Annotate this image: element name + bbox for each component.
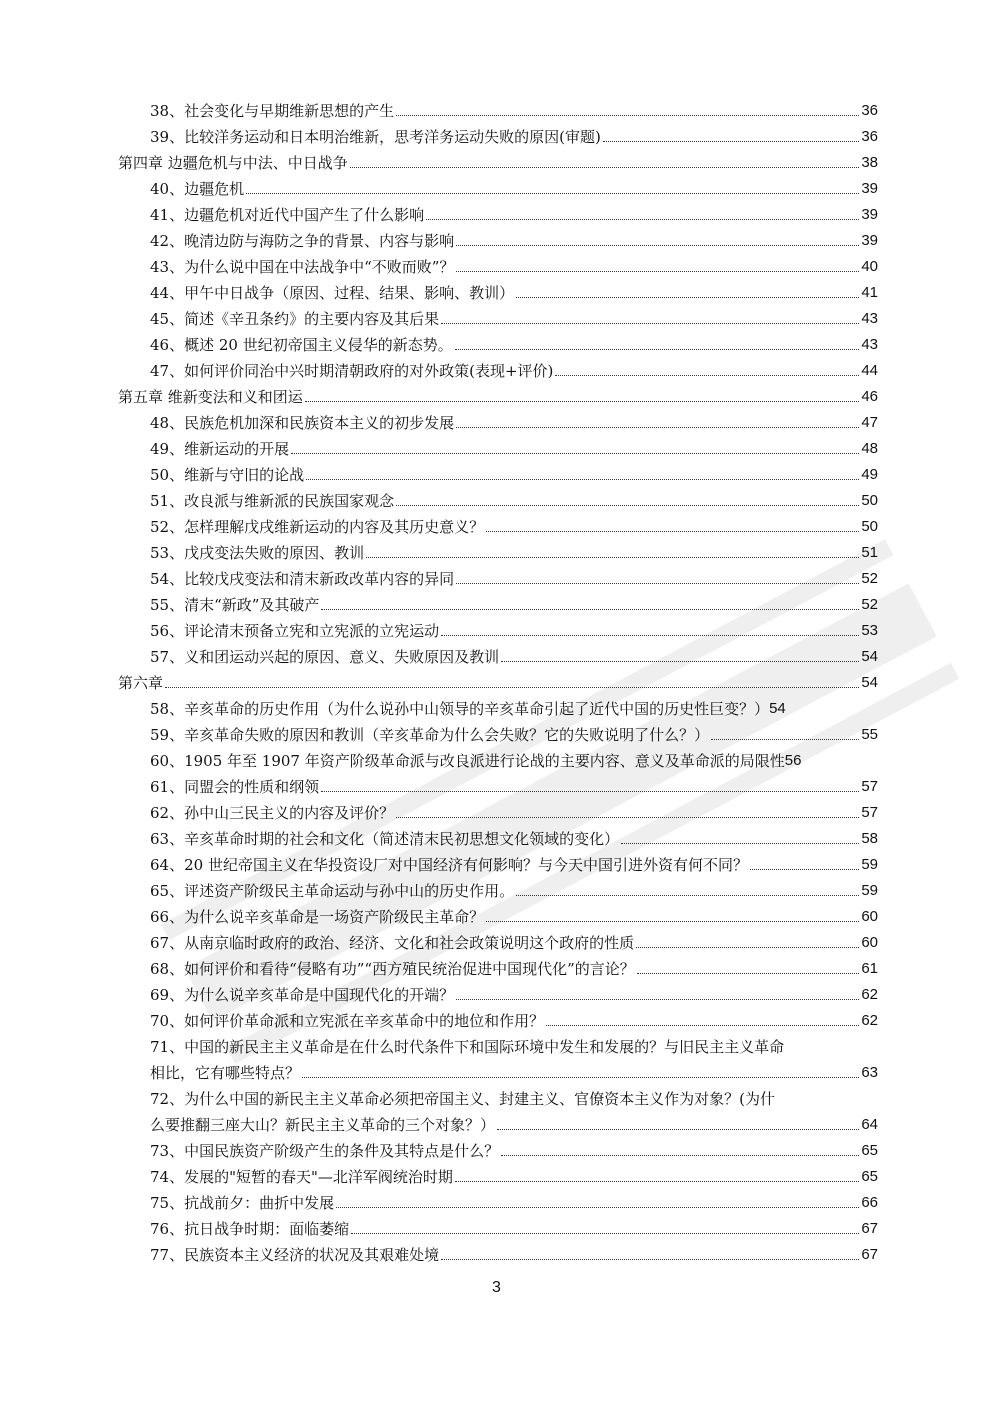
toc-entry-title: 41、边疆危机对近代中国产生了什么影响 [150,206,425,224]
dot-leader [486,530,859,532]
toc-entry-title: 相比，它有哪些特点？ [150,1064,301,1082]
toc-entry-title: 67、从南京临时政府的政治、经济、文化和社会政策说明这个政府的性质 [150,934,635,952]
dot-leader [636,946,859,948]
toc-entry-title: 62、孙中山三民主义的内容及评价？ [150,804,395,822]
toc-entry-title: 64、20 世纪帝国主义在华投资设厂对中国经济有何影响？与今天中国引进外资有何不同？ [150,856,748,874]
toc-entry[interactable] [118,562,878,588]
toc-entry[interactable] [118,458,878,484]
dot-leader [441,322,859,324]
dot-leader [555,374,859,376]
dot-leader [497,1128,859,1130]
toc-entry-title: 55、清末“新政”及其破产 [150,596,320,614]
toc-entry[interactable] [118,796,878,822]
dot-leader [455,348,860,350]
toc-entry-title: 54、比较戊戌变法和清末新政改革内容的异同 [150,570,455,588]
toc-entry[interactable] [118,328,878,354]
dot-leader [396,114,859,116]
toc-entry[interactable] [118,276,878,302]
dot-leader [516,894,859,896]
toc-page-number: 52 [861,596,878,613]
toc-entry-title: 72、为什么中国的新民主主义革命必须把帝国主义、封建主义、官僚资本主义作为对象？(为什 [150,1090,775,1108]
dot-leader [351,1232,859,1234]
dot-leader [396,816,859,818]
toc-entry-title: 40、边疆危机 [150,180,245,198]
toc-page-number: 54 [861,648,878,665]
toc-entry-title: 42、晚清边防与海防之争的背景、内容与影响 [150,232,455,250]
toc-page-number: 57 [861,804,878,821]
toc-entry-title: 43、为什么说中国在中法战争中“不败而败”？ [150,258,455,276]
toc-entry-title: 68、如何评价和看待“侵略有功”“西方殖民统治促进中国现代化”的言论？ [150,960,635,978]
toc-page-number: 65 [861,1168,878,1185]
page-number: 3 [492,1279,501,1296]
dot-leader [441,634,859,636]
toc-entry[interactable] [118,1134,878,1160]
toc-entry-title: 47、如何评价同治中兴时期清朝政府的对外政策(表现+评价) [150,362,554,380]
toc-page-number: 39 [861,232,878,249]
dot-leader [336,1206,859,1208]
toc-entry[interactable] [118,224,878,250]
toc-page-number: 64 [861,1116,878,1133]
toc-entry-title: 69、为什么说辛亥革命是中国现代化的开端？ [150,986,455,1004]
toc-entry-title: 45、简述《辛丑条约》的主要内容及其后果 [150,310,440,328]
dot-leader [246,192,859,194]
dot-leader [456,244,859,246]
toc-entry[interactable] [118,1082,878,1108]
toc-entry-title: 71、中国的新民主主义革命是在什么时代条件下和国际环境中发生和发展的？与旧民主主义革命 [150,1038,785,1056]
dot-leader [621,842,859,844]
toc-entry[interactable] [118,1238,878,1264]
dot-leader [426,218,859,220]
toc-entry-title: 第六章 [118,674,164,692]
toc-page-number: 41 [861,284,878,301]
toc-entry[interactable] [118,302,878,328]
toc-entry-title: 59、辛亥革命失败的原因和教训（辛亥革命为什么会失败？它的失败说明了什么？） [150,726,710,744]
toc-page-number: 60 [861,934,878,951]
dot-leader [350,166,860,168]
toc-page-number: 57 [861,778,878,795]
toc-entry[interactable] [118,354,878,380]
toc-entry[interactable] [118,172,878,198]
toc-page-number: 40 [861,258,878,275]
dot-leader [455,1180,859,1182]
toc-entry[interactable] [118,510,878,536]
toc-page-number: 48 [861,440,878,457]
toc-chapter-heading[interactable] [118,380,878,406]
toc-page-number: 55 [861,726,878,743]
toc-page-number: 54 [861,674,878,691]
toc-page-number: 38 [861,154,878,171]
toc-entry-title: 77、民族资本主义经济的状况及其艰难处境 [150,1246,440,1264]
toc-page-number: 60 [861,908,878,925]
toc-entry[interactable] [118,952,878,978]
toc-page-number: 52 [861,570,878,587]
toc-entry[interactable] [118,1160,878,1186]
toc-entry-title: 56、评论清末预备立宪和立宪派的立宪运动 [150,622,440,640]
dot-leader [501,660,859,662]
toc-page-number: 36 [861,128,878,145]
toc-entry-title: 75、抗战前夕：曲折中发展 [150,1194,335,1212]
dot-leader [546,1024,859,1026]
toc-entry[interactable] [118,484,878,510]
dot-leader [711,738,859,740]
toc-page-number: 46 [861,388,878,405]
toc-entry[interactable] [118,848,878,874]
toc-entry-title: 第五章 维新变法和义和团运 [118,388,303,406]
toc-entry[interactable] [118,432,878,458]
toc-entry[interactable] [118,900,878,926]
toc-entry-title: 38、社会变化与早期维新思想的产生 [150,102,395,120]
toc-page-number: 39 [861,180,878,197]
toc-page-number: 43 [861,336,878,353]
toc-entry-continuation[interactable] [118,1108,878,1134]
toc-page-number: 54 [769,700,786,717]
dot-leader [165,686,859,688]
toc-entry[interactable] [118,640,878,666]
dot-leader [501,1154,859,1156]
toc-entry[interactable] [118,822,878,848]
toc-page-number: 63 [861,1064,878,1081]
toc-page-number: 59 [861,882,878,899]
toc-entry-title: 51、改良派与维新派的民族国家观念 [150,492,395,510]
toc-entry-title: 76、抗日战争时期：面临萎缩 [150,1220,350,1238]
toc-page-number: 47 [861,414,878,431]
dot-leader [396,504,859,506]
toc-page-number: 49 [861,466,878,483]
dot-leader [516,296,859,298]
toc-page-number: 51 [861,544,878,561]
dot-leader [456,582,859,584]
table-of-contents [118,94,878,1264]
toc-page-number: 65 [861,1142,878,1159]
toc-page-number: 39 [861,206,878,223]
dot-leader [456,270,859,272]
toc-entry-title: 第四章 边疆危机与中法、中日战争 [118,154,348,172]
toc-entry[interactable] [118,874,878,900]
toc-entry[interactable] [118,718,878,744]
toc-entry-title: 46、概述 20 世纪初帝国主义侵华的新态势。 [150,336,453,354]
toc-entry[interactable] [118,1186,878,1212]
toc-entry[interactable] [118,1030,878,1056]
toc-entry-title: 66、为什么说辛亥革命是一场资产阶级民主革命？ [150,908,485,926]
toc-entry[interactable] [118,1212,878,1238]
toc-entry[interactable] [118,614,878,640]
toc-entry[interactable] [118,536,878,562]
toc-entry-continuation[interactable] [118,1056,878,1082]
toc-entry-title: 52、怎样理解戊戌维新运动的内容及其历史意义？ [150,518,485,536]
toc-entry-title: 63、辛亥革命时期的社会和文化（简述清末民初思想文化领域的变化） [150,830,620,848]
toc-entry-title: 44、甲午中日战争（原因、过程、结果、影响、教训） [150,284,515,302]
toc-entry[interactable] [118,198,878,224]
toc-entry-title: 50、维新与守旧的论战 [150,466,305,484]
dot-leader [603,140,860,142]
toc-entry[interactable] [118,406,878,432]
toc-entry-title: 57、义和团运动兴起的原因、意义、失败原因及教训 [150,648,500,666]
toc-entry-title: 65、评述资产阶级民主革命运动与孙中山的历史作用。 [150,882,515,900]
dot-leader [302,1076,859,1078]
toc-page-number: 67 [861,1246,878,1263]
toc-entry[interactable] [118,1004,878,1030]
toc-entry-title: 58、辛亥革命的历史作用（为什么说孙中山领导的辛亥革命引起了近代中国的历史性巨变？） [150,700,770,718]
toc-page-number: 62 [861,1012,878,1029]
toc-page-number: 61 [861,960,878,977]
toc-entry-title: 74、发展的"短暂的春天"—北洋军阀统治时期 [150,1168,453,1186]
toc-entry[interactable] [118,588,878,614]
toc-page-number: 44 [861,362,878,379]
toc-entry[interactable] [118,692,878,718]
toc-page-number: 67 [861,1220,878,1237]
toc-page-number: 53 [861,622,878,639]
toc-entry-title: 48、民族危机加深和民族资本主义的初步发展 [150,414,455,432]
toc-entry-title: 49、维新运动的开展 [150,440,290,458]
toc-entry-title: 70、如何评价革命派和立宪派在辛亥革命中的地位和作用？ [150,1012,545,1030]
toc-entry-title: 61、同盟会的性质和纲领 [150,778,320,796]
dot-leader [321,790,859,792]
toc-entry[interactable] [118,120,878,146]
dot-leader [456,426,859,428]
toc-page-number: 56 [784,752,802,769]
toc-entry-title: 60、1905 年至 1907 年资产阶级革命派与改良派进行论战的主要内容、意义及革命派的局限性 [150,752,785,770]
toc-entry[interactable] [118,926,878,952]
toc-page-number: 50 [861,518,878,535]
toc-entry-title: 53、戊戌变法失败的原因、教训 [150,544,365,562]
toc-entry-title: 73、中国民族资产阶级产生的条件及其特点是什么？ [150,1142,500,1160]
toc-page-number: 36 [861,102,878,119]
toc-entry-title: 39、比较洋务运动和日本明治维新，思考洋务运动失败的原因(审题) [150,128,601,146]
toc-chapter-heading[interactable] [118,666,878,692]
dot-leader [306,478,859,480]
dot-leader [486,920,859,922]
toc-page-number: 50 [861,492,878,509]
toc-entry[interactable] [118,94,878,120]
dot-leader [456,998,859,1000]
toc-entry[interactable] [118,978,878,1004]
toc-page-number: 59 [861,856,878,873]
dot-leader [637,972,860,974]
toc-page-number: 66 [861,1194,878,1211]
dot-leader [750,868,859,870]
dot-leader [366,556,859,558]
dot-leader [305,400,860,402]
toc-page-number: 62 [861,986,878,1003]
toc-entry[interactable] [118,250,878,276]
toc-page-number: 43 [861,310,878,327]
dot-leader [441,1258,859,1260]
toc-page-number: 58 [861,830,878,847]
dot-leader [291,452,859,454]
dot-leader [321,608,859,610]
toc-chapter-heading[interactable] [118,146,878,172]
toc-entry[interactable] [118,770,878,796]
toc-entry-title: 么要推翻三座大山？新民主主义革命的三个对象？） [150,1116,496,1134]
toc-entry[interactable] [118,744,878,770]
